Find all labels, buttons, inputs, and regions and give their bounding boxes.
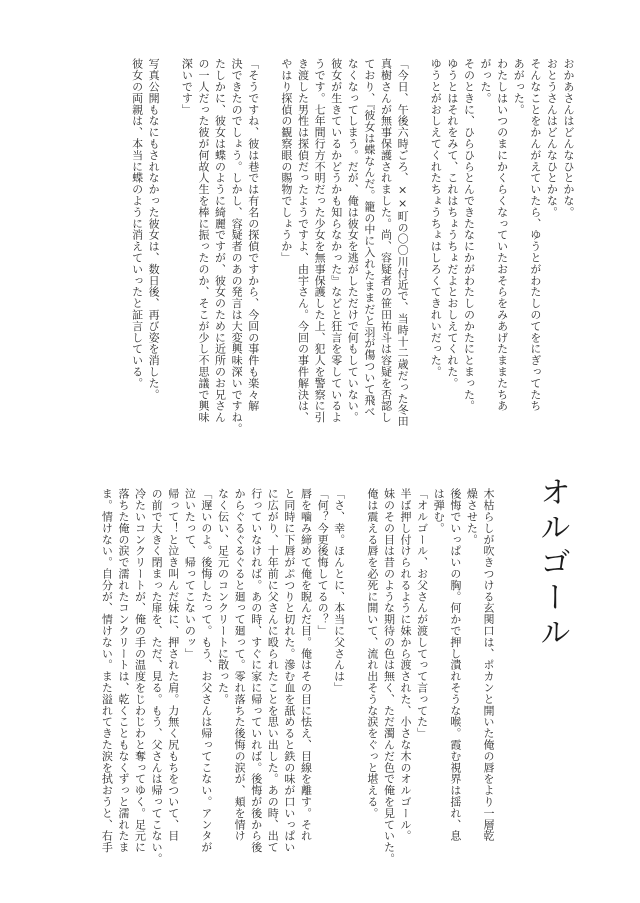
text-line: ゆうとはそれをみて、これはちょうちょだよとおしえてくれた。: [445, 58, 459, 389]
text-line: 「何？今更後悔してるの？」: [316, 488, 330, 637]
text-line: わたしはいつのまにかくらくなっていたおそらをみあげたままたちあ: [495, 58, 509, 412]
text-line: と同時に下唇がぷつりと切れた。滲む血を舐めると鉄の味が口いっぱい: [282, 488, 296, 853]
text-line: ゆうとがおしえてくれたちょうちょはしろくてきれいだった。: [429, 58, 443, 378]
text-line: なく伝い、足元のコンクリートに散った。: [216, 488, 230, 705]
text-line: やはり探偵の観察眼の賜物でしょうか」: [279, 58, 293, 264]
upper-story-block: [56, 58, 576, 450]
text-line: き渡した男性は探偵だったようですよ、由宇さん。今回の事件解決は、: [296, 58, 310, 423]
text-line: そんなことをかんがえていたら、ゆうとがわたしのてをにぎってたち: [528, 58, 542, 412]
text-line: 妹のその目は昔のような期待の色は無く、ただ濁んだ色で俺を見ていた。: [382, 488, 396, 865]
text-line: おかあさんはどんなひとかな。: [562, 58, 575, 218]
text-line: なくなってしまう。だが、俺は彼女を逃がしただけで何もしていない。: [346, 58, 360, 423]
text-line: 冷たいコンクリートが、俺の手の温度をじわじわと奪ってゆく。足元に: [133, 488, 147, 853]
text-line: ており、『彼女は蝶なんだ。籠の中に入れたままだと羽が傷ついて飛べ: [362, 58, 376, 418]
text-line: あがった。: [512, 58, 526, 115]
text-line: 「遅いのよ。後悔したって。もう、お父さんは帰ってこない。アンタが: [199, 488, 213, 853]
text-line: たしかに、彼女は蝶のように綺麗ですが、彼女のために近所のお兄さん: [213, 58, 227, 423]
text-line: 「オルゴール、お父さんが渡してって言ってた」: [415, 488, 429, 739]
text-line: 半ば押し付けられるように妹から渡された、小さな木のオルゴール。: [399, 488, 413, 842]
text-line: 落ちた俺の涙で濡れたコンクリートは、乾くこともなくずっと濡れたま: [116, 488, 130, 853]
text-line: ま。情けない。自分が、情けない。また溢れてきた涙を拭おうと、右手: [100, 488, 114, 853]
text-line: 「今日、午後六時ごろ、××町の〇〇川付近で、当時十二歳だった冬田: [396, 58, 410, 427]
text-line: に広がり、十年前に父さんに殴られたことを思い出した。あの時、出て: [266, 488, 280, 853]
text-line: 俺は震える唇を必死に開いて、流れ出そうな涙をぐっと堪える。: [365, 488, 379, 819]
text-line: 燥させた。: [465, 488, 479, 545]
text-line: からぐるぐるぐると廻って廻って。零れ落ちた後悔の涙が、頬を情け: [233, 488, 247, 842]
text-line: の前で大きく閉まった扉を、ただ、見る。もう、父さんは帰ってこない。: [150, 488, 164, 865]
text-line: 行っていなければ。あの時、すぐに家に帰っていれば。後悔が後から後: [249, 488, 263, 853]
lower-story-block: [56, 488, 496, 865]
text-line: 木枯らしが吹きつける玄関口は、ポカンと開いた俺の唇をより一層乾: [482, 488, 495, 842]
text-line: 「そうですね、彼は巷では有名の探偵ですから、今回の事件も楽々解: [246, 58, 260, 412]
text-line: 後悔でいっぱいの胸。何かで押し潰れそうな喉。霞む視界は揺れ、息: [448, 488, 462, 842]
text-line: おとうさんはどんなひとかな。: [545, 58, 559, 218]
story-title: オルゴール: [534, 476, 570, 651]
text-line: うです。七年間行方不明だった少女を無事保護した上、犯人を警察に引: [313, 58, 327, 423]
text-line: の一人だった彼が何故人生を棒に振ったのか、そこが少し不思議で興味: [196, 58, 210, 423]
text-line: は弾む。: [432, 488, 446, 534]
text-line: 彼女の両親は、本当に蝶のように消えていったと証言している。: [130, 58, 144, 389]
text-line: がった。: [479, 58, 493, 104]
text-line: 彼女が生きているかどうかも知らなかった』などと狂言を零しているよ: [329, 58, 343, 423]
text-line: そのときに、ひらひらとんできたなにかがわたしのかたにとまった。: [462, 58, 476, 412]
text-line: 写真公開もなにもされなかった彼女は、数日後、再び姿を消した。: [147, 58, 161, 400]
text-line: 「さ、幸。ほんとに、本当に父さんは」: [332, 488, 346, 694]
text-line: 深いです」: [180, 58, 194, 115]
text-line: 決できたのでしょう。しかし、容疑者のあの発言は大変興味深いですね。: [230, 58, 244, 435]
text-line: 泣いたって、帰ってこないのッ」: [183, 488, 197, 659]
text-line: 帰って！と泣き叫んだ妹に、押された肩。力無く尻もちをついて、目: [166, 488, 180, 842]
text-line: 真樹さんが無事保護されました。尚、容疑者の笹田祐斗は容疑を否認し: [379, 58, 393, 423]
text-line: 唇を噛み締めて俺を睨んだ目。俺はその目に怯え、目線を離す。それ: [299, 488, 313, 842]
